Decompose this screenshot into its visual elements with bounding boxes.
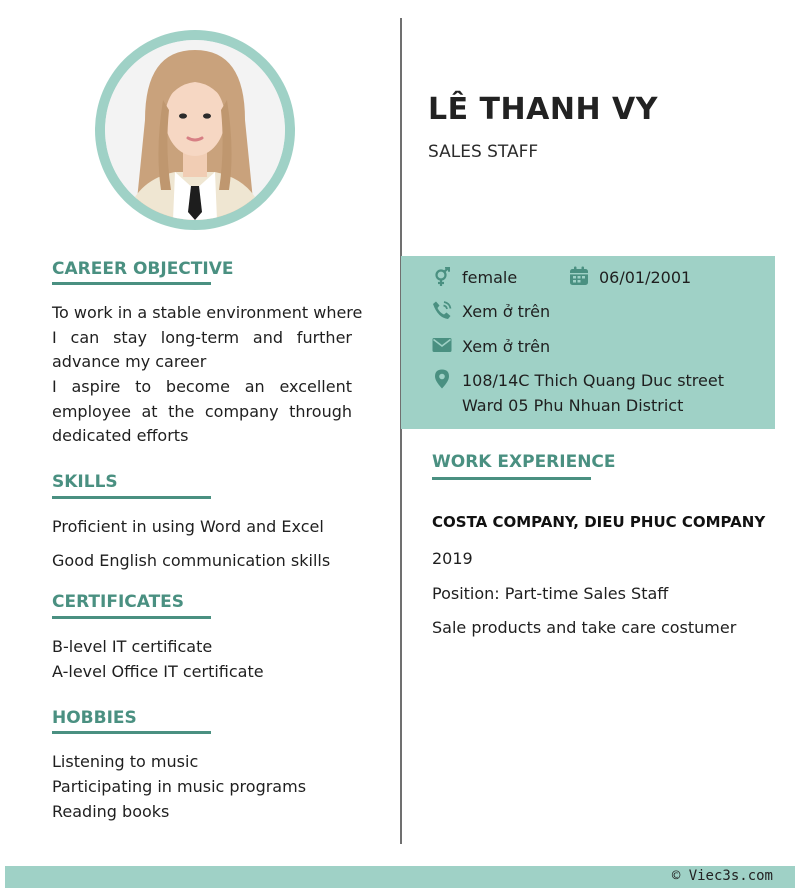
email-text: Xem ở trên [462, 337, 551, 356]
footer-credit: © Viec3s.com [671, 868, 773, 884]
footer-bar [5, 866, 795, 888]
candidate-role: SALES STAFF [428, 142, 539, 162]
candidate-name: LÊ THANH VY [428, 92, 658, 127]
email-icon [432, 335, 452, 355]
birthdate-text: 06/01/2001 [599, 268, 692, 287]
calendar-icon [569, 266, 589, 286]
certificates-title: CERTIFICATES [52, 592, 185, 612]
work-experience-title: WORK EXPERIENCE [432, 452, 616, 472]
gender-icon [432, 267, 452, 287]
skill-item: Proficient in using Word and Excel [52, 517, 324, 536]
certificates-rule [52, 616, 211, 619]
phone-text: Xem ở trên [462, 302, 551, 321]
certificate-item: A-level Office IT certificate [52, 662, 264, 681]
career-objective-rule [52, 282, 211, 285]
work-description: Sale products and take care costumer [432, 618, 737, 637]
work-year: 2019 [432, 549, 473, 568]
phone-icon [432, 300, 452, 320]
career-objective-title: CAREER OBJECTIVE [52, 259, 234, 279]
address-line-1: 108/14C Thich Quang Duc street [462, 371, 724, 390]
work-experience-rule [432, 477, 591, 480]
work-company: COSTA COMPANY, DIEU PHUC COMPANY [432, 513, 766, 531]
hobby-item: Listening to music [52, 752, 199, 771]
portrait-illustration [105, 40, 285, 220]
certificate-item: B-level IT certificate [52, 637, 213, 656]
skill-item: Good English communication skills [52, 551, 331, 570]
career-objective-line: I aspire to become an excellent [52, 377, 352, 396]
avatar-frame [95, 30, 295, 230]
avatar [105, 40, 285, 220]
address-line-2: Ward 05 Phu Nhuan District [462, 396, 684, 415]
hobbies-rule [52, 731, 211, 734]
skills-rule [52, 496, 211, 499]
location-pin-icon [432, 369, 452, 389]
hobbies-title: HOBBIES [52, 708, 137, 728]
skills-title: SKILLS [52, 472, 118, 492]
career-objective-line: I can stay long-term and further [52, 328, 352, 347]
career-objective-line: employee at the company through [52, 402, 352, 421]
hobby-item: Reading books [52, 802, 170, 821]
work-position: Position: Part-time Sales Staff [432, 584, 669, 603]
gender-text: female [462, 268, 518, 287]
career-objective-line: advance my career [52, 352, 207, 371]
career-objective-line: To work in a stable environment where [52, 303, 363, 322]
career-objective-line: dedicated efforts [52, 426, 189, 445]
column-divider [400, 18, 402, 844]
hobby-item: Participating in music programs [52, 777, 307, 796]
